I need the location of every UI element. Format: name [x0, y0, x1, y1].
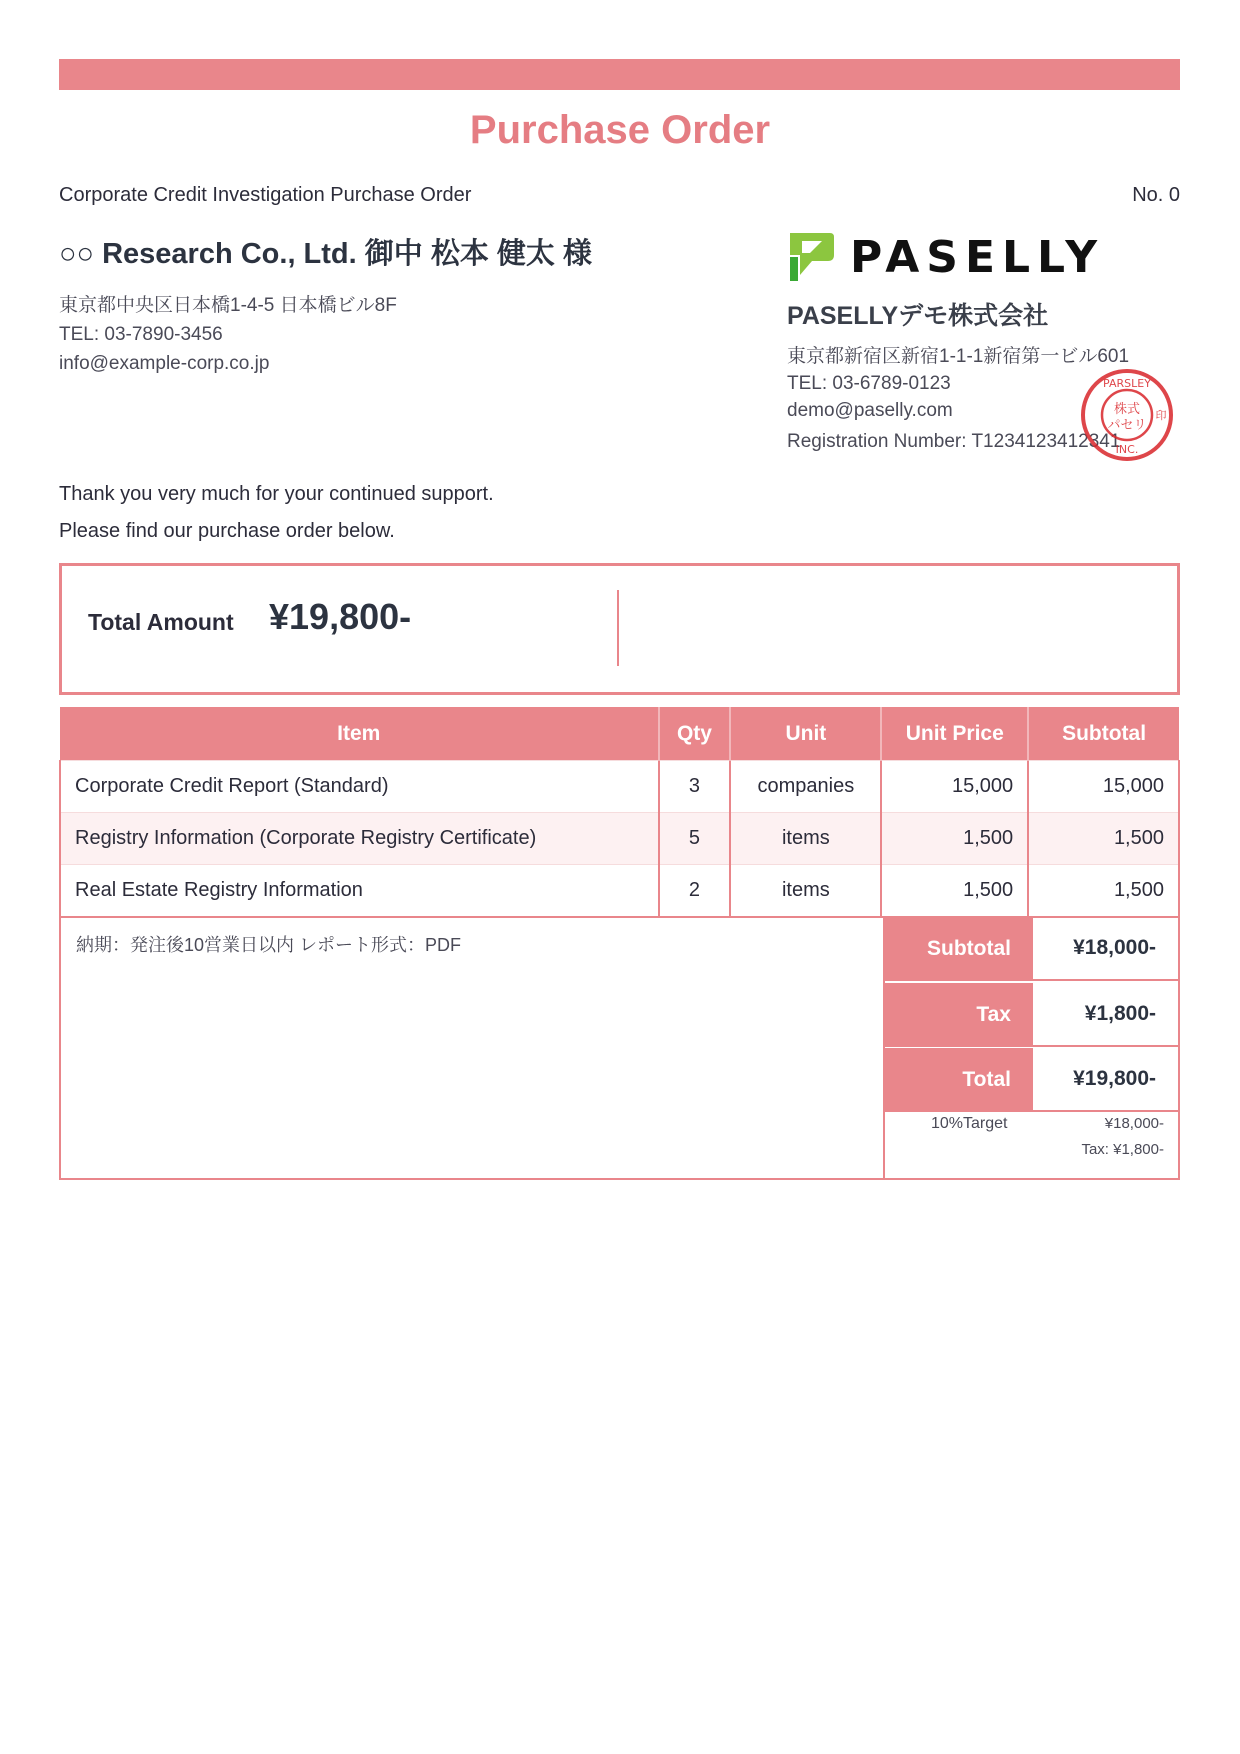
summary-tax-value: ¥1,800-: [1031, 983, 1178, 1047]
column-header-unit: Unit: [730, 707, 881, 761]
column-header-unit-price: Unit Price: [881, 707, 1028, 761]
summary-subtotal-row: [885, 917, 1178, 981]
issuer-contact: [787, 343, 1129, 424]
summary-tax-row: [885, 983, 1178, 1047]
summary-total-row: [885, 1048, 1178, 1112]
cell-item: Registry Information (Corporate Registry Certificate): [60, 813, 659, 865]
cell-unit-price: 1,500: [881, 865, 1028, 918]
column-header-item: Item: [60, 707, 659, 761]
cell-unit-price: 1,500: [881, 813, 1028, 865]
cell-item: Real Estate Registry Information: [60, 865, 659, 918]
svg-text:印: 印: [1155, 409, 1167, 422]
issuer-tel: TEL: 03-6789-0123: [787, 373, 951, 394]
svg-text:INC.: INC.: [1115, 443, 1139, 456]
total-amount-box: [59, 563, 1180, 695]
company-seal-stamp: [1079, 367, 1175, 463]
greeting-line-2: Please find our purchase order below.: [59, 520, 395, 542]
recipient-address: 東京都中央区日本橋1-4-5 日本橋ビル8F: [59, 295, 397, 316]
cell-unit-price: 15,000: [881, 761, 1028, 813]
summary-section: [59, 917, 1180, 1180]
table-row: [60, 761, 1179, 813]
document-number: No. 0: [1132, 184, 1180, 206]
tax-target-label: 10%Target: [931, 1115, 1008, 1132]
tax-target-tax: Tax: ¥1,800-: [1081, 1141, 1164, 1158]
svg-text:PARSLEY: PARSLEY: [1103, 377, 1151, 390]
cell-unit: companies: [730, 761, 881, 813]
total-box-divider: [617, 590, 619, 666]
summary-subtotal-label: Subtotal: [885, 917, 1031, 981]
summary-tax-label: Tax: [885, 983, 1031, 1047]
greeting-text: [59, 476, 494, 550]
recipient-contact: [59, 291, 397, 378]
column-header-subtotal: Subtotal: [1028, 707, 1179, 761]
cell-qty: 5: [659, 813, 731, 865]
tax-target-amount: ¥18,000-: [1104, 1115, 1164, 1132]
issuer-logo: [786, 229, 1104, 285]
total-amount-label: Total Amount: [88, 609, 234, 635]
svg-text:株式: 株式: [1113, 402, 1141, 417]
issuer-registration-number: Registration Number: T1234123412341: [787, 431, 1121, 452]
paselly-leaf-icon: [786, 231, 836, 283]
table-row: [60, 865, 1179, 918]
issuer-name: PASELLYデモ株式会社: [787, 302, 1049, 330]
cell-qty: 3: [659, 761, 731, 813]
column-header-qty: Qty: [659, 707, 731, 761]
issuer-address: 東京都新宿区新宿1-1-1新宿第一ビル601: [787, 346, 1130, 367]
delivery-note: 納期：発注後10営業日以内 レポート形式：PDF: [76, 935, 462, 955]
recipient-email: info@example-corp.co.jp: [59, 353, 270, 374]
cell-unit: items: [730, 865, 881, 918]
summary-total-value: ¥19,800-: [1031, 1048, 1178, 1112]
total-amount-value: ¥19,800-: [269, 596, 412, 637]
document-subtitle: Corporate Credit Investigation Purchase Order: [59, 184, 472, 206]
cell-unit: items: [730, 813, 881, 865]
summary-subtotal-value: ¥18,000-: [1031, 917, 1178, 981]
greeting-line-1: Thank you very much for your continued support.: [59, 483, 494, 505]
cell-item: Corporate Credit Report (Standard): [60, 761, 659, 813]
cell-subtotal: 1,500: [1028, 813, 1179, 865]
svg-text:パセリ: パセリ: [1107, 418, 1147, 433]
recipient-name: ○○ Research Co., Ltd. 御中 松本 健太 様: [59, 238, 592, 270]
cell-qty: 2: [659, 865, 731, 918]
line-items-table: [59, 707, 1180, 918]
table-row: [60, 813, 1179, 865]
issuer-email: demo@paselly.com: [787, 400, 953, 421]
recipient-tel: TEL: 03-7890-3456: [59, 324, 223, 345]
table-header-row: [60, 707, 1179, 761]
cell-subtotal: 15,000: [1028, 761, 1179, 813]
summary-total-label: Total: [885, 1048, 1031, 1112]
header-accent-bar: [59, 59, 1180, 90]
cell-subtotal: 1,500: [1028, 865, 1179, 918]
document-title: Purchase Order: [469, 108, 771, 152]
logo-wordmark: PASELLY: [850, 231, 1105, 283]
